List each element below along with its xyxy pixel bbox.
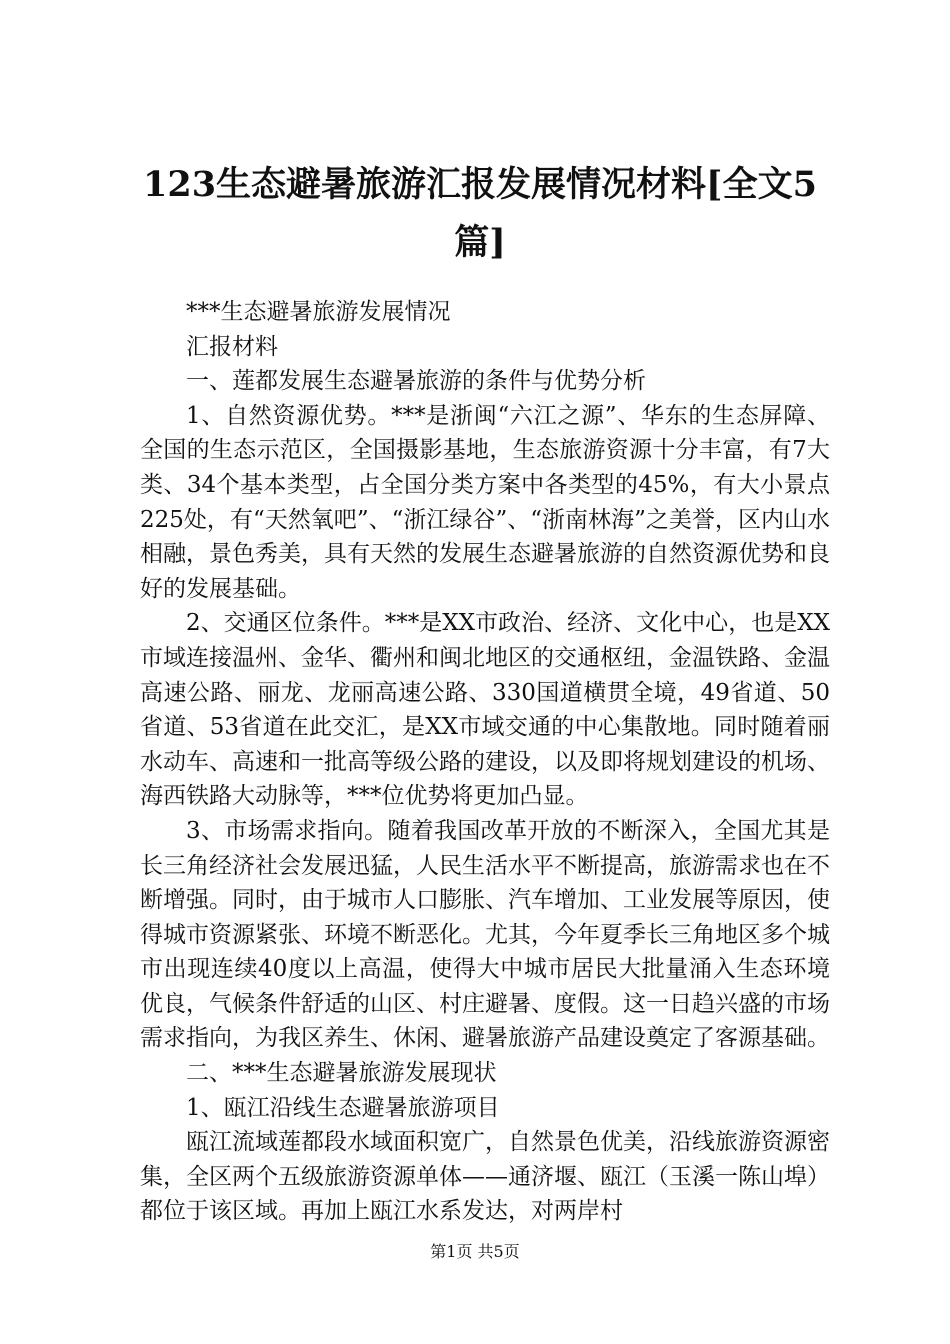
section-heading: 二、***生态避暑旅游发展现状 <box>186 1060 497 1087</box>
subsection-heading: 1、瓯江沿线生态避暑旅游项目 <box>186 1094 500 1121</box>
paragraph: 汇报材料 <box>186 333 278 360</box>
section-heading: 一、莲都发展生态避暑旅游的条件与优势分析 <box>186 368 646 395</box>
document-title: 123生态避暑旅游汇报发展情况材料[全文5篇] <box>143 164 817 263</box>
paragraph: ***生态避暑旅游发展情况 <box>186 299 451 325</box>
page-footer: 第1页 共5页 <box>430 1242 520 1261</box>
paragraph: 2、交通区位条件。***是XX市政治、经济、文化中心，也是XX市域连接温州、金华、衢州和闽北地区的交通枢纽，金温铁路、金温高速公路、丽龙、龙丽高速公路、330国道横贯全境，49省道、50省道、53省道在此交汇，是XX市域交通的中心集散地。同时随着丽水动车、高速和一批高等级公路的建设，以及即将规划建设的机场、海西铁路大动脉等，***位优势将更加凸显。 <box>140 610 830 810</box>
paragraph: 3、市场需求指向。随着我国改革开放的不断深入，全国尤其是长三角经济社会发展迅猛，人民生活水平不断提高，旅游需求也在不断增强。同时，由于城市人口膨胀、汽车增加、工业发展等原因，使得城市资源紧张、环境不断恶化。尤其，今年夏季长三角地区多个城市出现连续40度以上高温，使得大中城市居民大批量涌入生态环境优良，气候条件舒适的山区、村庄避暑、度假。这一日趋兴盛的市场需求指向，为我区养生、休闲、避暑旅游产品建设奠定了客源基础。 <box>140 817 830 1052</box>
paragraph: 1、自然资源优势。***是浙闽“六江之源”、华东的生态屏障、全国的生态示范区，全国摄影基地，生态旅游资源十分丰富，有7大类、34个基本类型，占全国分类方案中各类型的45%，有大小景点225处，有“天然氧吧”、“浙江绿谷”、“浙南林海”之美誉，区内山水相融，景色秀美，具有天然的发展生态避暑旅游的自然资源优势和良好的发展基础。 <box>140 402 830 602</box>
document-body <box>140 295 830 1229</box>
paragraph: 瓯江流域莲都段水域面积宽广，自然景色优美，沿线旅游资源密集，全区两个五级旅游资源单体——通济堰、瓯江（玉溪一陈山埠）都位于该区域。再加上瓯江水系发达，对两岸村 <box>140 1129 830 1225</box>
